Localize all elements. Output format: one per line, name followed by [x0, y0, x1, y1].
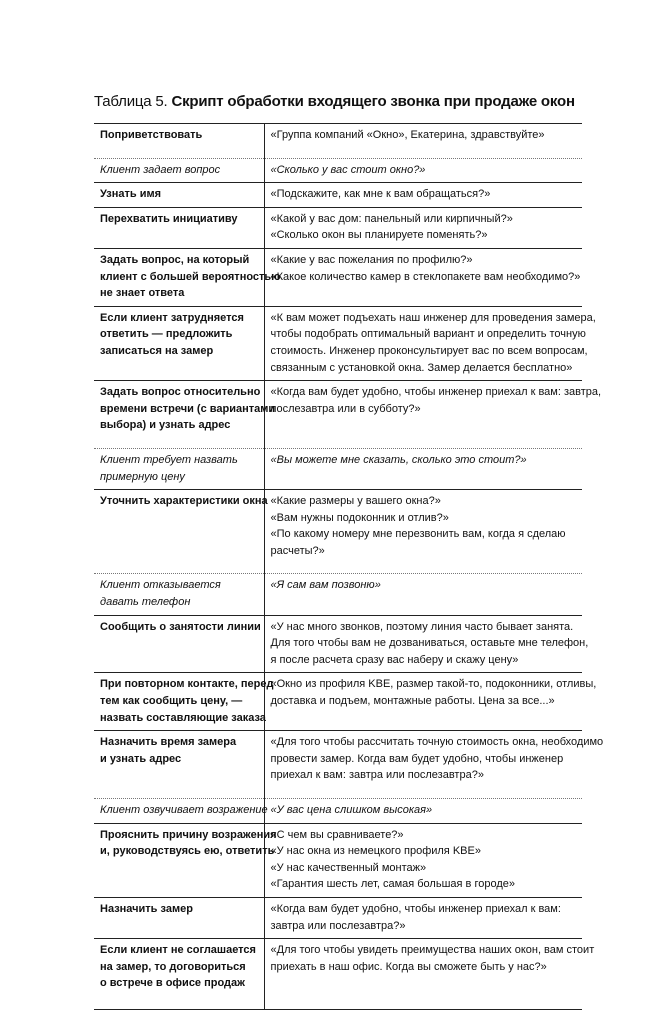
step-text-line: давать телефон: [100, 596, 191, 609]
step-cell: [94, 381, 276, 449]
caption-title: Скрипт обработки входящего звонка при продаже окон: [171, 93, 575, 110]
step-cell: [94, 306, 264, 380]
script-table: [94, 123, 604, 1010]
step-text-line: Прояснить причину возражения: [100, 828, 277, 841]
phrase-text-line: чтобы подобрать оптимальный вариант и определить точную: [270, 328, 586, 341]
step-cell: [94, 490, 268, 574]
phrase-text-line: послезавтра или в субботу?»: [270, 402, 421, 415]
operator-phrase-cell: [264, 731, 604, 799]
table-row-client-reaction: [94, 448, 582, 489]
phrase-text-line: «Какие у вас пожелания по профилю?»: [270, 253, 473, 266]
table-row-step: [94, 731, 582, 799]
caption-prefix: Таблица 5.: [94, 93, 168, 110]
client-phrase-cell: [264, 448, 582, 489]
table-row-client-reaction: [94, 158, 582, 183]
phrase-text-line: «Когда вам будет удобно, чтобы инженер приехал к вам:: [270, 902, 561, 915]
phrase-text-line: «Я сам вам позвоню»: [270, 579, 381, 592]
operator-phrase-cell: [264, 939, 595, 1010]
step-text-line: Клиент требует назвать: [100, 453, 238, 466]
step-text-line: Клиент отказывается: [100, 579, 221, 592]
table-row-step: [94, 897, 582, 938]
operator-phrase-cell: [264, 248, 582, 306]
step-text-line: записаться на замер: [100, 344, 214, 357]
step-cell: [94, 823, 277, 897]
step-cell: [94, 248, 281, 306]
step-cell: [94, 183, 264, 208]
phrase-text-line: расчеты?»: [270, 544, 325, 557]
operator-phrase-cell: [264, 673, 597, 731]
phrase-text-line: доставка и подъем, монтажные работы. Цена за все...»: [270, 695, 555, 708]
operator-phrase-cell: [264, 615, 589, 673]
step-text-line: ответить — предложить: [100, 328, 233, 341]
step-text-line: Если клиент затрудняется: [100, 311, 244, 324]
step-text-line: Перехватить инициативу: [100, 212, 238, 225]
step-cell: [94, 731, 264, 799]
phrase-text-line: связанным с установкой окна. Замер делается бесплатно»: [270, 361, 573, 374]
step-text-line: Поприветствовать: [100, 129, 203, 141]
phrase-text-line: «С чем вы сравниваете?»: [270, 828, 404, 841]
phrase-text-line: приехать в наш офис. Когда вы сможете быть у нас?»: [270, 960, 547, 973]
step-text-line: на замер, то договориться: [100, 960, 246, 973]
client-situation-cell: [94, 799, 268, 824]
phrase-text-line: завтра или послезавтра?»: [270, 919, 406, 932]
step-text-line: Узнать имя: [100, 188, 162, 201]
step-text-line: выбора) и узнать адрес: [100, 419, 231, 432]
step-text-line: и узнать адрес: [100, 752, 182, 765]
phrase-text-line: «Какое количество камер в стеклопакете вам необходимо?»: [270, 270, 581, 283]
client-situation-cell: [94, 158, 264, 183]
page: [94, 92, 604, 1010]
phrase-text-line: «Сколько окон вы планируете поменять?»: [270, 229, 488, 242]
client-phrase-cell: [264, 799, 582, 824]
phrase-text-line: «Гарантия шесть лет, самая большая в городе»: [270, 878, 515, 891]
phrase-text-line: «Для того чтобы рассчитать точную стоимость окна, необходимо: [270, 736, 604, 749]
table-row-step: [94, 183, 582, 208]
table-row-step: [94, 306, 582, 380]
table-row-step: [94, 490, 582, 574]
phrase-text-line: я после расчета сразу вас наберу и скажу цену»: [270, 653, 519, 666]
step-text-line: о встрече в офисе продаж: [100, 977, 245, 990]
step-text-line: Уточнить характеристики окна: [100, 495, 268, 508]
step-text-line: времени встречи (с вариантами: [100, 402, 276, 415]
step-cell: [94, 897, 264, 938]
script-table-body: [94, 124, 604, 1010]
table-row-step: [94, 248, 582, 306]
phrase-text-line: «Для того чтобы увидеть преимущества наших окон, вам стоит: [270, 944, 595, 957]
client-phrase-cell: [264, 158, 582, 183]
table-row-step: [94, 615, 582, 673]
step-cell: [94, 124, 264, 159]
step-cell: [94, 207, 264, 248]
phrase-text-line: «Группа компаний «Окно», Екатерина, здравствуйте»: [270, 129, 545, 141]
table-row-step: [94, 381, 582, 449]
phrase-text-line: «Какие размеры у вашего окна?»: [270, 495, 441, 508]
step-text-line: Задать вопрос относительно: [100, 386, 261, 399]
step-text-line: Если клиент не соглашается: [100, 944, 256, 957]
phrase-text-line: «К вам может подъехать наш инженер для проведения замера,: [270, 311, 596, 324]
phrase-text-line: «По какому номеру мне перезвонить вам, когда я сделаю: [270, 528, 566, 541]
table-row-step: [94, 124, 582, 159]
table-row-client-reaction: [94, 574, 582, 615]
operator-phrase-cell: [264, 207, 582, 248]
table-caption: [94, 92, 582, 112]
operator-phrase-cell: [264, 897, 582, 938]
step-text-line: тем как сообщить цену, —: [100, 695, 243, 708]
phrase-text-line: «Окно из профиля KBE, размер такой-то, подоконники, отливы,: [270, 678, 597, 691]
operator-phrase-cell: [264, 490, 582, 574]
step-text-line: не знает ответа: [100, 287, 185, 300]
step-text-line: назвать составляющие заказа: [100, 711, 266, 724]
phrase-text-line: «Какой у вас дом: панельный или кирпичный?»: [270, 212, 513, 225]
step-text-line: примерную цену: [100, 470, 185, 483]
table-row-step: [94, 823, 582, 897]
client-phrase-cell: [264, 574, 582, 615]
table-row-client-reaction: [94, 799, 582, 824]
operator-phrase-cell: [264, 124, 582, 159]
step-cell: [94, 615, 264, 673]
table-row-step: [94, 673, 582, 731]
table-row-step: [94, 207, 582, 248]
phrase-text-line: «Вы можете мне сказать, сколько это стоит?»: [270, 453, 527, 466]
step-text-line: клиент с большей вероятностью: [100, 270, 281, 283]
client-situation-cell: [94, 448, 264, 489]
phrase-text-line: «У нас много звонков, поэтому линия часто бывает занята.: [270, 620, 574, 633]
step-text-line: Назначить замер: [100, 902, 193, 915]
phrase-text-line: стоимость. Инженер проконсультирует вас по всем вопросам,: [270, 344, 588, 357]
phrase-text-line: «Вам нужны подоконник и отлив?»: [270, 511, 449, 524]
step-text-line: Клиент озвучивает возражение: [100, 804, 268, 816]
phrase-text-line: «Сколько у вас стоит окно?»: [270, 163, 426, 176]
phrase-text-line: Для того чтобы вам не дозваниваться, оставьте мне телефон,: [270, 637, 589, 650]
phrase-text-line: провести замер. Когда вам будет удобно, чтобы инженер: [270, 752, 564, 765]
operator-phrase-cell: [264, 823, 582, 897]
step-text-line: Клиент задает вопрос: [100, 163, 221, 176]
phrase-text-line: «У нас качественный монтаж»: [270, 861, 427, 874]
operator-phrase-cell: [264, 306, 596, 380]
step-text-line: Задать вопрос, на который: [100, 253, 250, 266]
phrase-text-line: «Когда вам будет удобно, чтобы инженер приехал к вам: завтра,: [270, 386, 602, 399]
step-text-line: При повторном контакте, перед: [100, 678, 274, 691]
operator-phrase-cell: [264, 381, 602, 449]
phrase-text-line: «У нас окна из немецкого профиля KBE»: [270, 845, 481, 858]
step-cell: [94, 673, 274, 731]
phrase-text-line: «У вас цена слишком высокая»: [270, 804, 433, 816]
table-row-step: [94, 939, 582, 1010]
step-cell: [94, 939, 264, 1010]
operator-phrase-cell: [264, 183, 582, 208]
step-text-line: и, руководствуясь ею, ответить: [100, 845, 275, 858]
step-text-line: Сообщить о занятости линии: [100, 620, 261, 633]
step-text-line: Назначить время замера: [100, 736, 237, 749]
phrase-text-line: «Подскажите, как мне к вам обращаться?»: [270, 188, 491, 201]
phrase-text-line: приехал к вам: завтра или послезавтра?»: [270, 769, 484, 782]
client-situation-cell: [94, 574, 264, 615]
